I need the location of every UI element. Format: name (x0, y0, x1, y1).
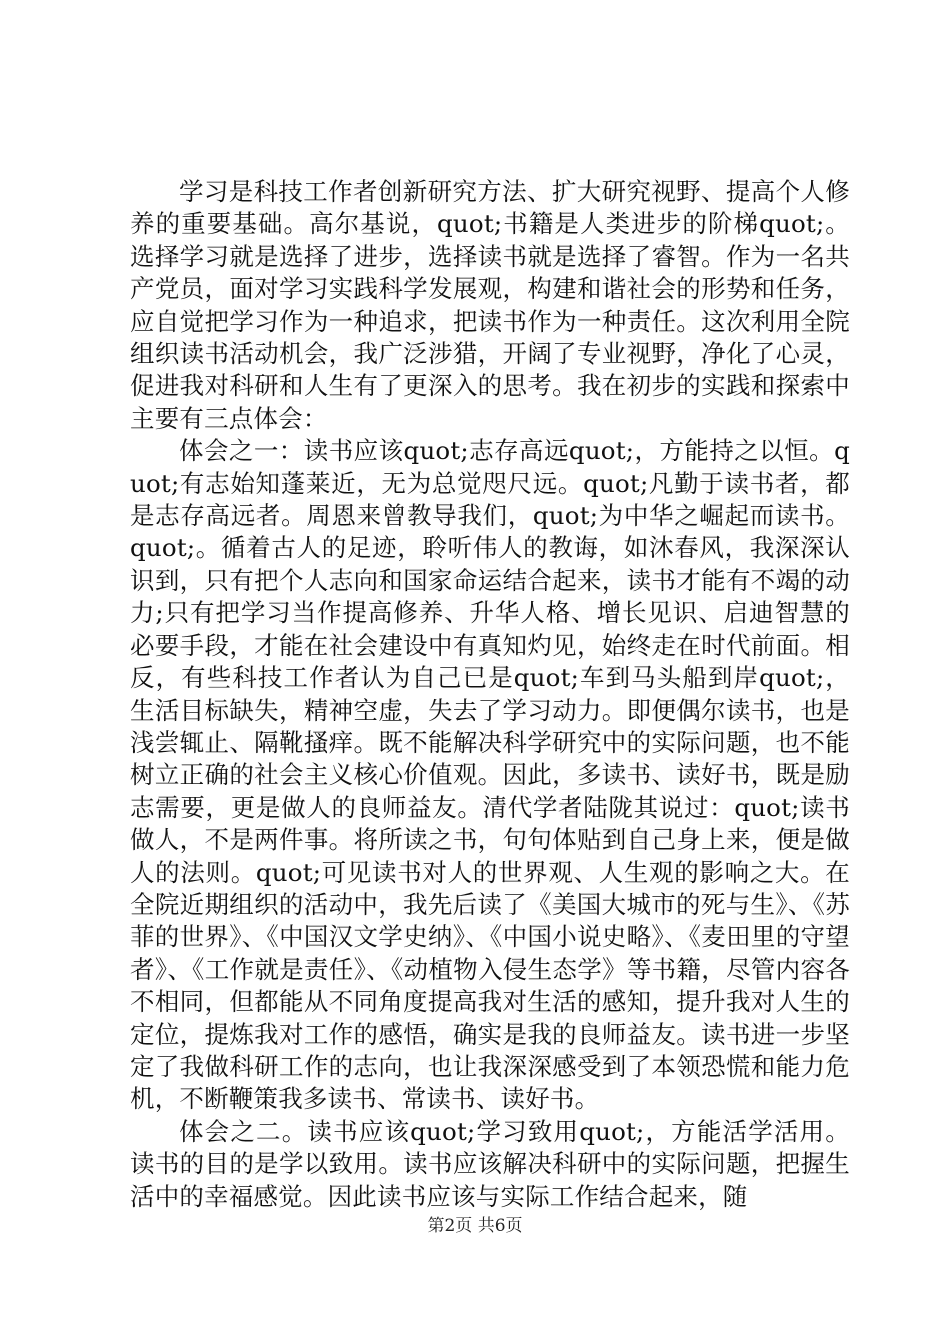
paragraph-intro: 学习是科技工作者创新研究方法、扩大研究视野、提高个人修养的重要基础。高尔基说，quot;书籍是人类进步的阶梯quot;。选择学习就是选择了进步，选择读书就是选择了睿智。作为一名共产党员，面对学习实践科学发展观，构建和谐社会的形势和任务，应自觉把学习作为一种追求，把读书作为一种责任。这次利用全院组织读书活动机会，我广泛涉猎，开阔了专业视野，净化了心灵，促进我对科研和人生有了更深入的思考。我在初步的实践和探索中主要有三点体会： (130, 177, 850, 433)
page-footer: 第2页 共6页 (427, 1216, 523, 1236)
document-body (130, 176, 850, 1213)
paragraph-insight-one: 体会之一：读书应该quot;志存高远quot;，方能持之以恒。quot;有志始知蓬莱近，无为总觉咫尺远。quot;凡勤于读书者，都是志存高远者。周恩来曾教导我们，quot;为中华之崛起而读书。quot;。循着古人的足迹，聆听伟人的教诲，如沐春风，我深深认识到，只有把个人志向和国家命运结合起来，读书才能有不竭的动力;只有把学习当作提高修养、升华人格、增长见识、启迪智慧的必要手段，才能在社会建设中有真知灼见，始终走在时代前面。相反，有些科技工作者认为自己已是quot;车到马头船到岸quot;，生活目标缺失，精神空虚，失去了学习动力。即便偶尔读书，也是浅尝辄止、隔靴搔痒。既不能解决科学研究中的实际问题，也不能树立正确的社会主义核心价值观。因此，多读书、读好书，既是励志需要，更是做人的良师益友。清代学者陆陇其说过：quot;读书做人，不是两件事。将所读之书，句句体贴到自己身上来，便是做人的法则。quot;可见读书对人的世界观、人生观的影响之大。在全院近期组织的活动中，我先后读了《美国大城市的死与生》、《苏菲的世界》、《中国汉文学史纳》、《中国小说史略》、《麦田里的守望者》、《工作就是责任》、《动植物入侵生态学》等书籍，尽管内容各不相同，但都能从不同角度提高我对生活的感知，提升我对人生的定位，提炼我对工作的感悟，确实是我的良师益友。读书进一步坚定了我做科研工作的志向，也让我深深感受到了本领恐慌和能力危机，不断鞭策我多读书、常读书、读好书。 (130, 436, 850, 1114)
paragraph-insight-two: 体会之二。读书应该quot;学习致用quot;，方能活学活用。读书的目的是学以致用。读书应该解决科研中的实际问题，把握生活中的幸福感觉。因此读书应该与实际工作结合起来，随 (130, 1116, 850, 1211)
